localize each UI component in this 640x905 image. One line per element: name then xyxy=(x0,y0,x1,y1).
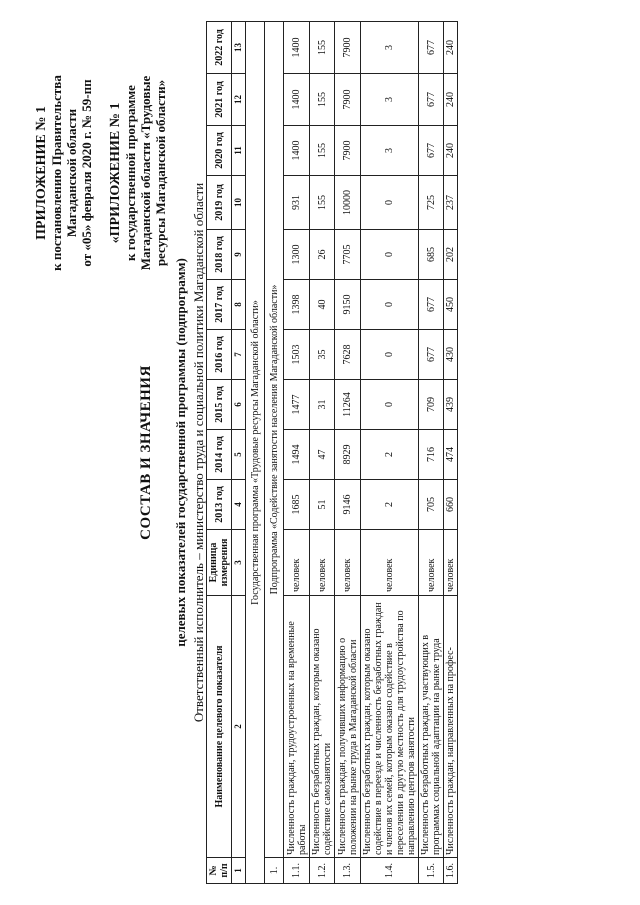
table-row xyxy=(335,22,361,884)
row-num: 1.4. xyxy=(361,858,419,884)
header-year: 2017 год xyxy=(207,280,232,330)
column-number: 12 xyxy=(232,74,246,126)
indicator-value: 725 xyxy=(419,176,444,230)
row-num: 1.3. xyxy=(335,858,361,884)
indicator-value: 1400 xyxy=(284,126,310,176)
indicator-value: 705 xyxy=(419,480,444,530)
indicator-value: 240 xyxy=(444,126,458,176)
header-year: 2022 год xyxy=(207,22,232,74)
indicator-value: 202 xyxy=(444,230,458,280)
indicator-value: 7900 xyxy=(335,74,361,126)
indicator-value: 677 xyxy=(419,126,444,176)
indicator-value: 716 xyxy=(419,430,444,480)
header-year: 2018 год xyxy=(207,230,232,280)
indicator-value: 8929 xyxy=(335,430,361,480)
indicator-value: 7900 xyxy=(335,126,361,176)
table-row xyxy=(361,22,419,884)
rotated-page xyxy=(20,20,620,885)
table-row xyxy=(310,22,335,884)
program-title: Государственная программа «Трудовые ресурсы Магаданской области» xyxy=(246,22,265,884)
indicator-unit: человек xyxy=(444,530,458,596)
column-number: 1 xyxy=(232,858,246,884)
indicator-value: 240 xyxy=(444,74,458,126)
indicator-value: 1477 xyxy=(284,380,310,430)
indicator-value: 1400 xyxy=(284,74,310,126)
indicator-value: 677 xyxy=(419,22,444,74)
indicator-value: 31 xyxy=(310,380,335,430)
column-number: 5 xyxy=(232,430,246,480)
indicator-value: 1685 xyxy=(284,480,310,530)
column-number: 3 xyxy=(232,530,246,596)
indicator-value: 7705 xyxy=(335,230,361,280)
header-year: 2013 год xyxy=(207,480,232,530)
column-number: 8 xyxy=(232,280,246,330)
indicator-unit: человек xyxy=(419,530,444,596)
indicator-value: 3 xyxy=(361,126,419,176)
header-year: 2021 год xyxy=(207,74,232,126)
indicator-value: 0 xyxy=(361,176,419,230)
indicator-value: 1400 xyxy=(284,22,310,74)
column-number: 11 xyxy=(232,126,246,176)
indicator-name: Численность безработных граждан, участвующих в программах социальной адаптации на рынке труда xyxy=(419,596,444,858)
indicator-value: 9150 xyxy=(335,280,361,330)
indicator-value: 51 xyxy=(310,480,335,530)
indicator-value: 474 xyxy=(444,430,458,480)
indicator-value: 2 xyxy=(361,480,419,530)
indicator-unit: человек xyxy=(335,530,361,596)
indicators-table xyxy=(206,21,458,884)
header-unit: Единица измерения xyxy=(207,530,232,596)
header-year: 2019 год xyxy=(207,176,232,230)
header-row xyxy=(207,22,232,884)
indicator-value: 1300 xyxy=(284,230,310,280)
header-year: 2016 год xyxy=(207,330,232,380)
subprogram-num: 1. xyxy=(265,858,284,884)
column-number: 7 xyxy=(232,330,246,380)
indicator-value: 40 xyxy=(310,280,335,330)
header-year: 2015 год xyxy=(207,380,232,430)
column-number: 10 xyxy=(232,176,246,230)
indicator-value: 677 xyxy=(419,74,444,126)
column-number-row xyxy=(232,22,246,884)
indicator-value: 3 xyxy=(361,22,419,74)
indicator-value: 26 xyxy=(310,230,335,280)
column-number: 9 xyxy=(232,230,246,280)
appendix-line: к постановлению Правительства xyxy=(49,75,64,271)
indicator-value: 1503 xyxy=(284,330,310,380)
indicator-unit: человек xyxy=(310,530,335,596)
subprogram-row xyxy=(265,22,284,884)
indicator-value: 685 xyxy=(419,230,444,280)
indicator-value: 9146 xyxy=(335,480,361,530)
indicator-value: 0 xyxy=(361,230,419,280)
indicator-value: 155 xyxy=(310,22,335,74)
appendix-line: от «05» февраля 2020 г. № 59-пп xyxy=(79,79,94,267)
indicator-name: Численность граждан, получивших информацию о положении на рынке труда в Магаданской области xyxy=(335,596,361,858)
indicator-value: 1494 xyxy=(284,430,310,480)
indicator-value: 709 xyxy=(419,380,444,430)
column-number: 2 xyxy=(232,596,246,858)
appendix-line: к государственной программе xyxy=(123,85,138,261)
indicator-value: 677 xyxy=(419,280,444,330)
indicator-value: 155 xyxy=(310,176,335,230)
indicator-unit: человек xyxy=(361,530,419,596)
indicator-value: 47 xyxy=(310,430,335,480)
indicator-value: 0 xyxy=(361,280,419,330)
indicator-value: 7628 xyxy=(335,330,361,380)
indicator-value: 3 xyxy=(361,74,419,126)
header-name: Наименование целевого показателя xyxy=(207,596,232,858)
indicator-value: 677 xyxy=(419,330,444,380)
row-num: 1.1. xyxy=(284,858,310,884)
indicator-value: 155 xyxy=(310,74,335,126)
indicator-value: 0 xyxy=(361,380,419,430)
appendix-title: ПРИЛОЖЕНИЕ № 1 xyxy=(34,106,49,240)
indicator-value: 10000 xyxy=(335,176,361,230)
document-title: СОСТАВ И ЗНАЧЕНИЯ xyxy=(138,365,154,540)
column-number: 4 xyxy=(232,480,246,530)
column-number: 13 xyxy=(232,22,246,74)
program-row xyxy=(246,22,265,884)
appendix-line: ресурсы Магаданской области» xyxy=(153,79,168,267)
appendix-line: Магаданской области «Трудовые xyxy=(138,75,153,271)
indicator-value: 450 xyxy=(444,280,458,330)
table-row xyxy=(284,22,310,884)
indicator-value: 2 xyxy=(361,430,419,480)
indicator-value: 439 xyxy=(444,380,458,430)
subprogram-title: Подпрограмма «Содействие занятости населения Магаданской области» xyxy=(265,22,284,858)
row-num: 1.6. xyxy=(444,858,458,884)
header-year: 2014 год xyxy=(207,430,232,480)
indicator-value: 430 xyxy=(444,330,458,380)
row-num: 1.5. xyxy=(419,858,444,884)
appendix-title-2: «ПРИЛОЖЕНИЕ № 1 xyxy=(108,102,123,244)
indicator-unit: человек xyxy=(284,530,310,596)
header-num: № п/п xyxy=(207,858,232,884)
row-num: 1.2. xyxy=(310,858,335,884)
header-year: 2020 год xyxy=(207,126,232,176)
column-number: 6 xyxy=(232,380,246,430)
indicator-value: 35 xyxy=(310,330,335,380)
indicator-name: Численность граждан, направленных на профес- xyxy=(444,596,458,858)
indicator-name: Численность безработных граждан, которым оказано содействие в переезде и численность безработных граждан и членов их семей, которым оказано содействие в переселении в другую местность для трудоустройства по направлению центров занятости xyxy=(361,596,419,858)
title-block xyxy=(138,20,207,885)
indicator-value: 155 xyxy=(310,126,335,176)
indicator-value: 0 xyxy=(361,330,419,380)
indicator-value: 11264 xyxy=(335,380,361,430)
indicator-value: 931 xyxy=(284,176,310,230)
indicator-name: Численность безработных граждан, которым оказано содействие самозанятости xyxy=(310,596,335,858)
document-subtitle: целевых показателей государственной программы (подпрограмм) xyxy=(173,258,188,647)
indicator-name: Численность граждан, трудоустроенных на временные работы xyxy=(284,596,310,858)
indicator-value: 240 xyxy=(444,22,458,74)
table-row xyxy=(419,22,444,884)
table-row xyxy=(444,22,458,884)
indicator-value: 7900 xyxy=(335,22,361,74)
indicator-value: 237 xyxy=(444,176,458,230)
appendix-line: Магаданской области xyxy=(64,108,79,238)
indicator-value: 660 xyxy=(444,480,458,530)
indicator-value: 1398 xyxy=(284,280,310,330)
executor-line: Ответственный исполнитель – министерство труда и социальной политики Магаданской области xyxy=(191,182,206,723)
